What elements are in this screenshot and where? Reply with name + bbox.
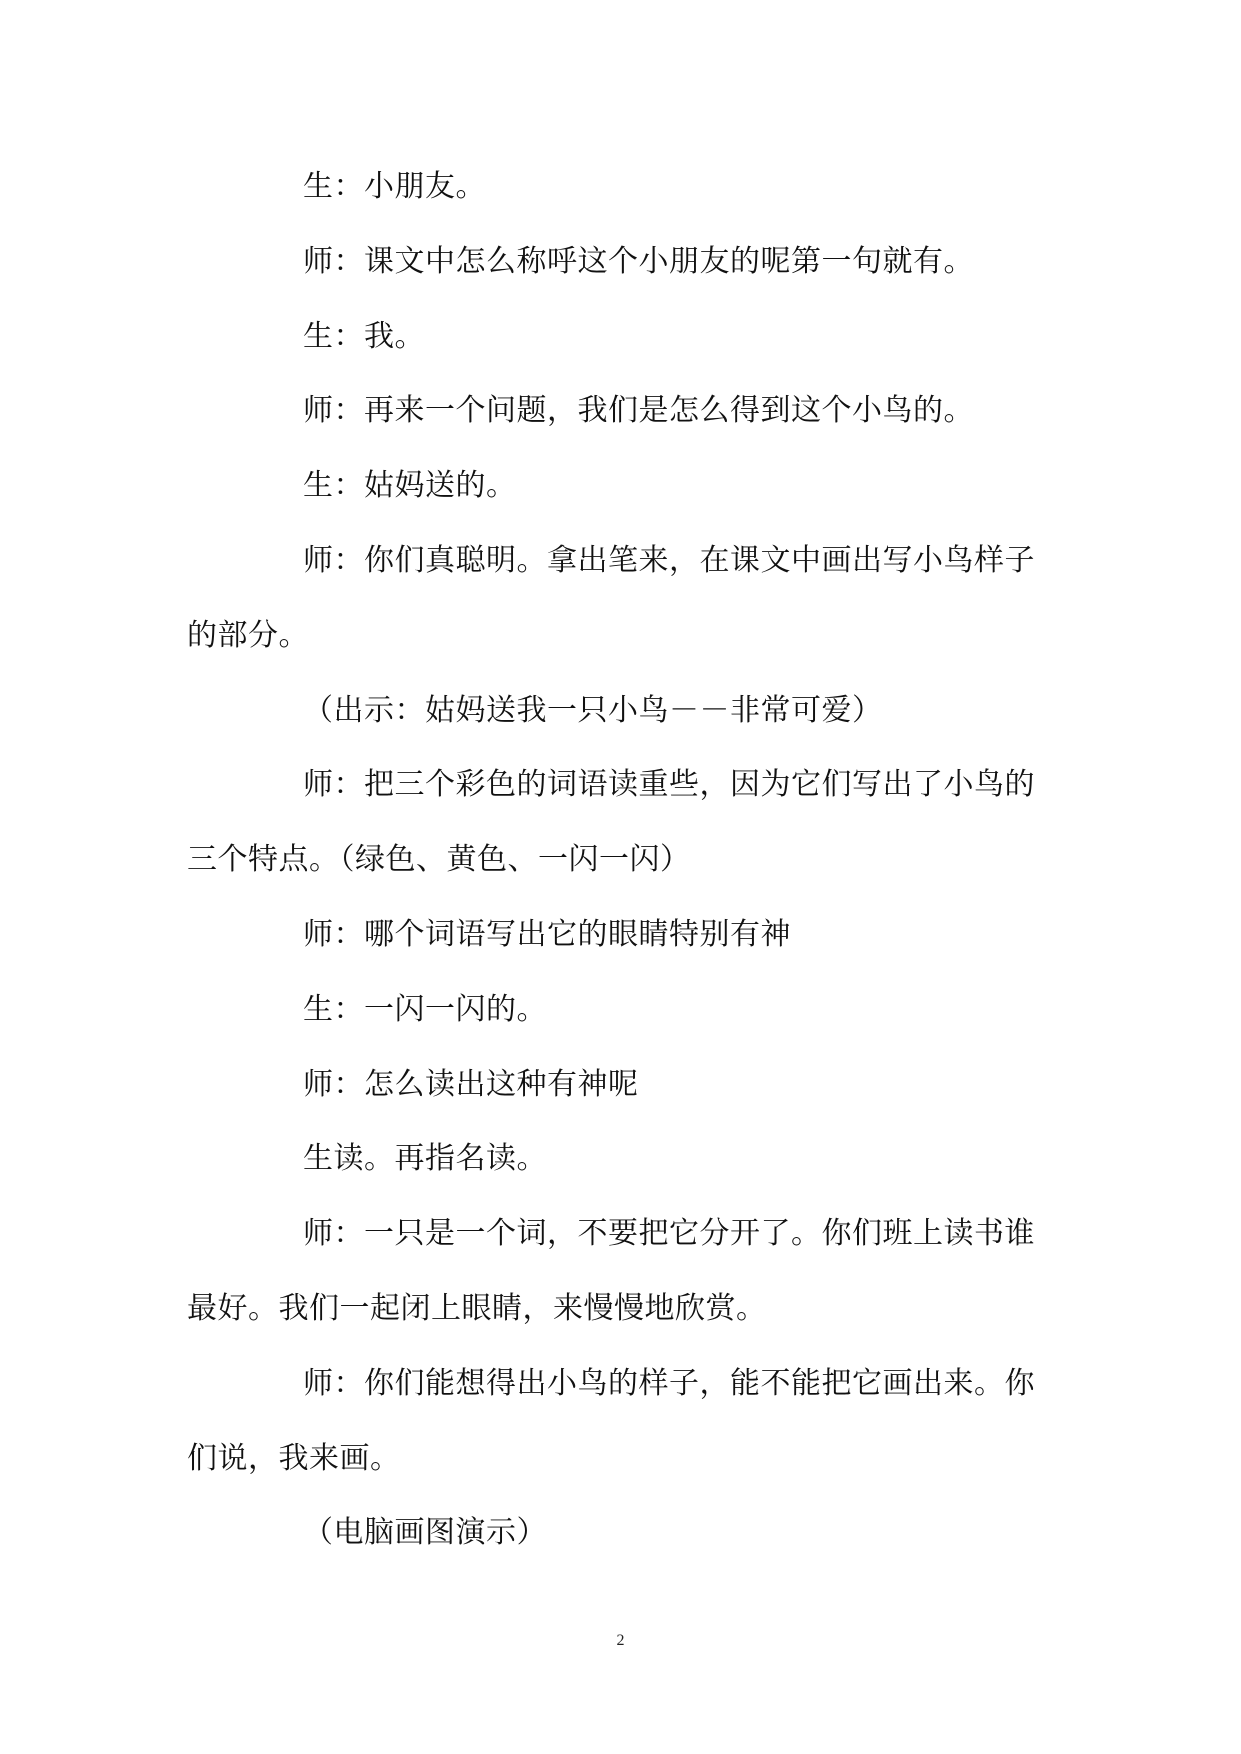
paragraph-9: 师：哪个词语写出它的眼睛特别有神 [303,916,791,952]
paragraph-10: 生：一闪一闪的。 [303,991,547,1027]
paragraph-1: 生：小朋友。 [303,169,486,204]
paragraph-13: 师：一只是一个词，不要把它分开了。你们班上读书谁最好。我们一起闭上眼睛，来慢慢地欣赏。 [187,1216,1035,1326]
paragraph-3: 生：我。 [303,318,425,354]
paragraph-8: 师：把三个彩色的词语读重些，因为它们写出了小鸟的三个特点。（绿色、黄色、一闪一闪） [187,767,1035,878]
paragraph-7: （出示：姑妈送我一只小鸟－－非常可爱） [303,692,883,728]
paragraph-12: 生读。再指名读。 [303,1141,547,1177]
paragraph-15: （电脑画图演示） [303,1515,547,1551]
paragraph-11: 师：怎么读出这种有神呢 [303,1066,639,1102]
paragraph-5: 生：姑妈送的。 [303,468,517,504]
paragraph-6: 师：你们真聪明。拿出笔来，在课文中画出写小鸟样子的部分。 [187,542,1035,653]
paragraph-2: 师：课文中怎么称呼这个小朋友的呢第一句就有。 [303,243,974,279]
page-number: 2 [616,1632,625,1649]
document-body [187,150,1057,1571]
paragraph-4: 师：再来一个问题，我们是怎么得到这个小鸟的。 [303,393,974,429]
paragraph-14: 师：你们能想得出小鸟的样子，能不能把它画出来。你们说，我来画。 [187,1365,1035,1476]
